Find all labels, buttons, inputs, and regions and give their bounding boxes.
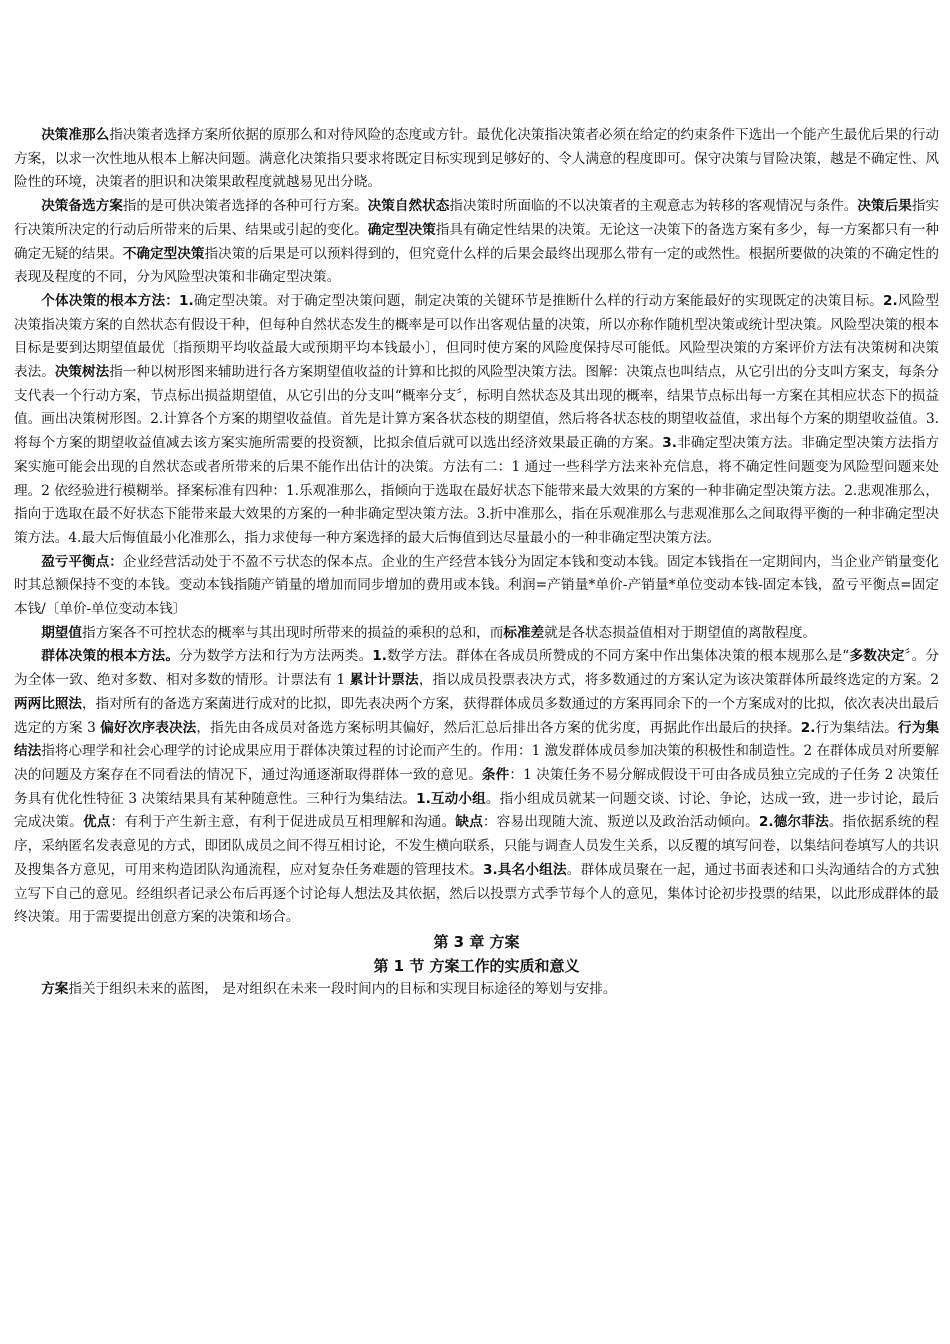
bold-term: 条件 — [481, 766, 510, 783]
paragraph — [14, 124, 939, 195]
bold-term: 1. — [179, 292, 194, 309]
paragraph-text: 指决策者选择方案所依据的原那么和对待风险的态度或方针。最优化决策指决策者必须在给定的约束条件下选出一个能产生最优后果的行动方案，以求一次性地从根本上解决问题。满意化决策指只要求将既定目标实现到足够好的、令人满意的程度即可。保守决策与冒险决策，越是不确定性、风险性的环境，决策者的胆识和决策果敢程度就越易见出分晓。 — [14, 127, 940, 191]
bold-term: 期望值 — [41, 624, 82, 641]
bold-term: 缺点 — [455, 814, 483, 831]
paragraph — [14, 645, 939, 929]
paragraph — [14, 195, 939, 290]
bold-term: 2.德尔菲法 — [758, 814, 829, 831]
bold-term: 偏好次序表决法 — [100, 719, 197, 736]
paragraph-text: 〞。分为全体一致、绝对多数、相对多数的情形。计票法有 1 — [14, 648, 940, 689]
bold-term: 决策自然状态 — [367, 198, 450, 215]
bold-term: 决策树法 — [54, 364, 110, 381]
paragraph-text: 指方案各不可控状态的概率与其出现时所带来的损益的乘积的总和，而 — [81, 624, 504, 641]
bold-term: 多数决定 — [849, 648, 905, 665]
paragraph-text: 企业经营活动处于不盈不亏状态的保本点。企业的生产经营本钱分为固定本钱和变动本钱。固定本钱指在一定期间内，当企业产销量变化时其总额保持不变的本钱。变动本钱指随产销量的增加而同步增加的费用或本钱。利润=产销量*单价-产销量*单位变动本钱-固定本钱，盈亏平衡点=固定本钱/〔单价-单位变动本钱〕 — [14, 553, 940, 618]
bold-term: 盈亏平衡点： — [41, 553, 123, 570]
bold-term: 决策备选方案 — [41, 198, 123, 215]
paragraph-text: 指实行决策所决定的行动后所带来的后果、结果或引起的变化。 — [14, 198, 940, 238]
body-text — [14, 124, 939, 930]
paragraph-text: ，指以成员投票表决方式，将多数通过的方案认定为该决策群体所最终选定的方案。2 — [418, 672, 939, 689]
bold-term: 方案 — [41, 980, 69, 997]
document-page — [14, 124, 939, 1002]
section-heading: 第 1 节 方案工作的实质和意义 — [373, 956, 580, 975]
bold-term: 标准差 — [503, 624, 545, 641]
bold-term: 3. — [662, 435, 677, 452]
paragraph-text: 风险型决策指决策方案的自然状态有假设干种，但每种自然状态发生的概率是可以作出客观估量的决策，所以亦称作随机型决策或统计型决策。风险型决策的根本目标是要到达期望值最优〔指预期平均收益最大或预期平均本钱最小〕，但同时使方案的风险度保持尽可能低。风险型决策的方案评价方法有决策树和决策表法。 — [14, 292, 940, 381]
bold-term: 1. — [372, 648, 387, 665]
bold-term: 个体决策的根本方法： — [41, 292, 180, 309]
closing-paragraph — [14, 978, 939, 1002]
paragraph-text: ：有利于产生新主意，有利于促进成员互相理解和沟通。 — [110, 814, 456, 831]
paragraph-text: 指决策时所面临的不以决策者的主观意志为转移的客观情况与条件。 — [449, 198, 858, 215]
bold-term: 行为集结法 — [14, 719, 940, 760]
bold-term: 1.互动小组 — [416, 790, 486, 807]
paragraph-text: 确定型决策。对于确定型决策问题，制定决策的关键环节是推断什么样的行动方案能最好的实现既定的决策目标。 — [193, 292, 884, 309]
paragraph-text: 非确定型决策方法。非确定型决策方法指方案实施可能会出现的自然状态或者所带来的后果不能作出估计的决策。方法有二：1 通过一些科学方法来补充信息，将不确定性问题变为风险型问题来处理。2 依经验进行模糊举。择案标准有四种：1.乐观准那么，指倾向于选取在最好状态下能带来最大效果的方案的一种非确定型决策方法。2.悲观准那么，指向于选取在最不好状态下能带来最大效果的方案的一种非确定型决策方法。3.折中准那么，指在乐观准那么与悲观准那么之间取得平衡的一种非确定型决策方法。4.最大后悔值最小化准那么，指力求使每一种方案选择的最大后悔值到达尽量最小的一种非确定型决策方法。 — [14, 435, 939, 546]
paragraph-text: 行为集结法。 — [815, 719, 898, 736]
bold-term: 决策后果 — [857, 198, 912, 215]
paragraph-text: 分为数学方法和行为方法两类。 — [179, 648, 373, 665]
paragraph-text: ：容易出现随大流、叛逆以及政治活动倾向。 — [483, 814, 759, 831]
bold-term: 决策准那么 — [41, 127, 110, 143]
paragraph-text: ，指对所有的备选方案菌进行成对的比拟，即先表决两个方案，获得群体成员多数通过的方案再同余下的一个方案成对的比拟，依次表决出最后选定的方案 3 — [14, 695, 939, 736]
paragraph-text: 。指依据系统的程序，采纳匿名发表意见的方式，即团队成员之间不得互相讨论，不发生横向联系，只能与调查人员发生关系，以反覆的填写问卷，以集结问卷填写人的共识及搜集各方意见，可用来构造团队沟通流程，应对复杂任务难题的管理技术。 — [14, 814, 940, 878]
bold-term: 累计计票法 — [349, 672, 419, 689]
paragraph-text: 。指小组成员就某一问题交谈、讨论、争论，达成一致，进一步讨论，最后完成决策。 — [14, 790, 940, 831]
bold-term: 2. — [800, 719, 816, 736]
paragraph — [14, 551, 939, 622]
paragraph — [14, 290, 939, 551]
paragraph-text: ，指先由各成员对备选方案标明其偏好，然后汇总后排出各方案的优劣度，再据此作出最后的抉择。 — [196, 719, 801, 736]
bold-term: 确定型决策 — [367, 221, 436, 238]
paragraph-text: 指关于组织未来的蓝图， 是对组织在未来一段时间内的目标和实现目标途径的筹划与安排。 — [68, 980, 617, 997]
paragraph — [14, 622, 939, 646]
paragraph-text: 。群体成员聚在一起，通过书面表述和口头沟通结合的方式独立写下自己的意见。经组织者记录公布后再逐个讨论每人想法及其依据，然后以投票方式季节每个人的意见，集体讨论初步投票的结果，以此形成群体的最终决策。用于需要提出创意方案的决策和场合。 — [14, 861, 940, 926]
paragraph-text: 指将心理学和社会心理学的讨论成果应用于群体决策过程的讨论而产生的。作用：1 激发群体成员参加决策的积极性和制造性。2 在群体成员对所要解决的问题及方案存在不同看法的情况下，通过沟通逐渐取得群体一致的意见。 — [14, 743, 940, 783]
bold-term: 3.具名小组法 — [482, 861, 567, 878]
paragraph-text: 指的是可供决策者选择的各种可行方案。 — [122, 198, 368, 215]
bold-term: 优点 — [82, 814, 111, 831]
chapter-heading: 第 3 章 方案 — [433, 932, 520, 951]
bold-term: 2. — [883, 292, 898, 309]
bold-term: 两两比照法 — [14, 695, 83, 712]
bold-term: 群体决策的根本方法。 — [41, 648, 180, 665]
paragraph-text: 指一种以树形图来辅助进行各方案期望值收益的计算和比拟的风险型决策方法。图解：决策点也叫结点，从它引出的分支叫方案支，每条分支代表一个行动方案，节点标出损益期望值，从它引出的分支叫“概率分支〞，标明自然状态及其出现的概率，结果节点标出每一方案在其相应状态下的损益值。画出决策树形图。2.计算各个方案的期望收益值。首先是计算方案各状态枝的期望值，然后将各状态枝的期望收益值，求出每个方案的期望收益值。3.将每个方案的期望收益值减去该方案实施所需要的投资额，比拟余值后就可以选出经济效果最正确的方案。 — [14, 364, 940, 452]
paragraph-text: 就是各状态损益值相对于期望值的离散程度。 — [544, 624, 817, 641]
paragraph-text: 指决策的后果是可以预料得到的，但究竟什么样的后果会最终出现那么带有一定的或然性。根据所要做的决策的不确定性的表现及程度的不同，分为风险型决策和非确定型决策。 — [14, 245, 940, 286]
paragraph-text: ：1 决策任务不易分解成假设干可由各成员独立完成的子任务 2 决策任务具有优化性特征 3 决策结果具有某种随意性。三种行为集结法。 — [14, 766, 940, 807]
paragraph-text: 数学方法。群体在各成员所赞成的不同方案中作出集体决策的根本规那么是“ — [386, 648, 850, 665]
paragraph-text: 指具有确定性结果的决策。无论这一决策下的备选方案有多少，每一方案都只有一种确定无疑的结果。 — [14, 221, 940, 262]
bold-term: 不确定型决策 — [122, 245, 205, 262]
